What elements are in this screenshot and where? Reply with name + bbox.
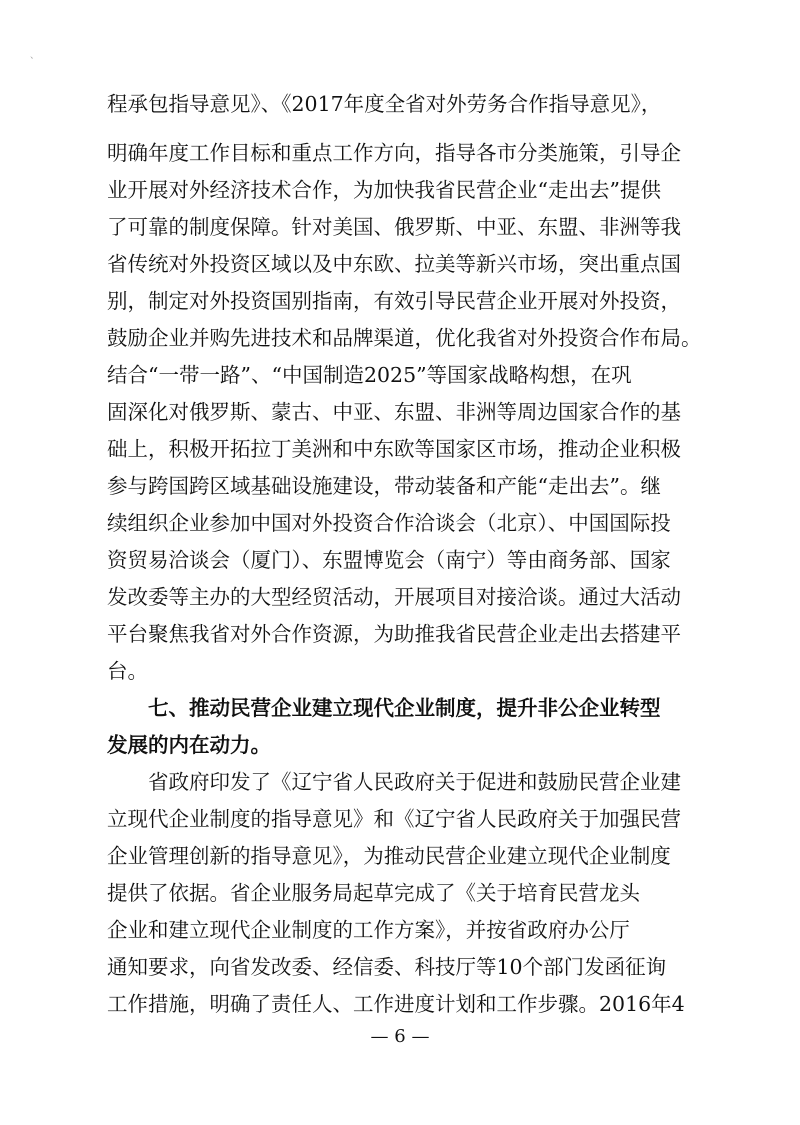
line-text: 通知要求，向省发改委、经信委、科技厅等10个部门发函征询 xyxy=(107,955,667,979)
line-text: 参与跨国跨区域基础设施建设，带动装备和产能“走出去”。继 xyxy=(107,474,661,498)
line-text: 础上，积极开拓拉丁美洲和中东欧等国家区市场，推动企业积极 xyxy=(107,437,681,461)
line-text: 程承包指导意见》、《2017年度全省对外劳务合作指导意见》， xyxy=(107,92,662,116)
line-text: 鼓励企业并购先进技术和品牌渠道，优化我省对外投资合作布局。 xyxy=(107,326,702,350)
line-text: 了可靠的制度保障。针对美国、俄罗斯、中亚、东盟、非洲等我 xyxy=(107,215,681,239)
line-text: 提供了依据。省企业服务局起草完成了《关于培育民营龙头 xyxy=(107,881,640,905)
line-text: 工作措施，明确了责任人、工作进度计划和工作步骤。2016年4 xyxy=(107,992,685,1016)
line-text: 别，制定对外投资国别指南，有效引导民营企业开展对外投资， xyxy=(107,289,681,313)
line-text: 台。 xyxy=(107,659,148,683)
line-text: 平台聚焦我省对外合作资源，为助推我省民营企业走出去搭建平 xyxy=(107,622,681,646)
line-text: 发改委等主办的大型经贸活动，开展项目对接洽谈。通过大活动 xyxy=(107,585,681,609)
line-text: 固深化对俄罗斯、蒙古、中亚、东盟、非洲等周边国家合作的基 xyxy=(107,400,681,424)
line-text: 明确年度工作目标和重点工作方向，指导各市分类施策，引导企 xyxy=(107,141,681,165)
line-text: 业开展对外经济技术合作，为加快我省民营企业“走出去”提供 xyxy=(107,178,661,202)
line-text: 企业管理创新的指导意见》，为推动民营企业建立现代企业制度 xyxy=(107,844,671,868)
corner-mark: 、 xyxy=(30,51,40,61)
heading-line: 发展的内在动力。 xyxy=(107,733,271,757)
line-text: 省传统对外投资区域以及中东欧、拉美等新兴市场，突出重点国 xyxy=(107,252,681,276)
line-text: 结合“一带一路”、“中国制造2025”等国家战略构想，在巩 xyxy=(107,363,632,387)
heading-line: 七、推动民营企业建立现代企业制度，提升非公企业转型 xyxy=(148,696,661,720)
line-text: 省政府印发了《辽宁省人民政府关于促进和鼓励民营企业建 xyxy=(148,770,681,794)
line-text: 立现代企业制度的指导意见》和《辽宁省人民政府关于加强民营 xyxy=(107,807,681,831)
page-number: — 6 — xyxy=(370,1026,430,1047)
line-text: 续组织企业参加中国对外投资合作洽谈会（北京）、中国国际投 xyxy=(107,511,671,535)
line-text: 企业和建立现代企业制度的工作方案》，并按省政府办公厅 xyxy=(107,918,630,942)
line-text: 资贸易洽谈会（厦门）、东盟博览会（南宁）等由商务部、国家 xyxy=(107,548,671,572)
